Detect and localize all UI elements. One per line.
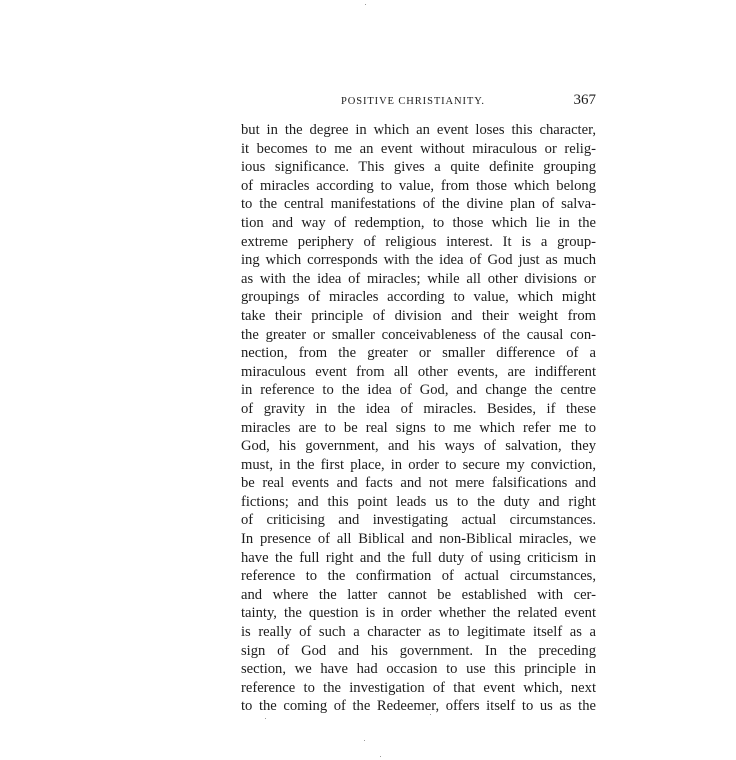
page-header — [241, 92, 596, 112]
text-line: have the full right and the full duty of using criticism in — [241, 549, 596, 566]
text-line: reference to the confirmation of actual circumstances, — [241, 568, 596, 585]
text-line: section, we have had occasion to use this principle in — [241, 661, 596, 678]
text-line: fictions; and this point leads us to the duty and right — [241, 493, 596, 510]
text-line: and where the latter cannot be established with cer- — [241, 586, 596, 603]
text-line: to the coming of the Redeemer, offers itself to us as the — [241, 698, 596, 715]
text-line: tion and way of redemption, to those which lie in the — [241, 214, 596, 231]
scan-speck — [430, 714, 431, 715]
page-number: 367 — [573, 92, 596, 108]
text-line: be real events and facts and not mere falsifications and — [241, 475, 596, 492]
text-line: to the central manifestations of the divine plan of salva- — [241, 196, 596, 213]
text-line: miraculous event from all other events, are indifferent — [241, 363, 596, 380]
text-line: it becomes to me an event without miraculous or relig- — [241, 140, 596, 157]
scan-speck — [265, 718, 266, 719]
scan-speck — [380, 756, 381, 757]
text-line: of miracles according to value, from those which belong — [241, 177, 596, 194]
text-line: of criticising and investigating actual circumstances. — [241, 512, 596, 529]
text-line: In presence of all Biblical and non-Biblical miracles, we — [241, 531, 596, 548]
text-line: of gravity in the idea of miracles. Besides, if these — [241, 400, 596, 417]
text-line: is really of such a character as to legitimate itself as a — [241, 624, 596, 641]
text-line: reference to the investigation of that event which, next — [241, 679, 596, 696]
scan-speck — [364, 740, 365, 741]
scan-speck — [365, 4, 366, 5]
text-line: ious significance. This gives a quite definite grouping — [241, 159, 596, 176]
text-line: must, in the first place, in order to secure my conviction, — [241, 456, 596, 473]
text-line: the greater or smaller conceivableness of the causal con- — [241, 326, 596, 343]
text-line: God, his government, and his ways of salvation, they — [241, 438, 596, 455]
text-line: nection, from the greater or smaller difference of a — [241, 345, 596, 362]
text-line: but in the degree in which an event loses this character, — [241, 122, 596, 138]
text-line: ing which corresponds with the idea of God just as much — [241, 252, 596, 269]
text-line: take their principle of division and their weight from — [241, 307, 596, 324]
text-line: as with the idea of miracles; while all other divisions or — [241, 270, 596, 287]
text-line: miracles are to be real signs to me which refer me to — [241, 419, 596, 436]
running-head: POSITIVE CHRISTIANITY. — [341, 96, 485, 107]
text-line: tainty, the question is in order whether the related event — [241, 605, 596, 622]
body-text — [241, 121, 596, 716]
text-line: groupings of miracles according to value, which might — [241, 289, 596, 306]
text-line: in reference to the idea of God, and change the centre — [241, 382, 596, 399]
text-line: extreme periphery of religious interest. It is a group- — [241, 233, 596, 250]
text-line: sign of God and his government. In the preceding — [241, 642, 596, 659]
